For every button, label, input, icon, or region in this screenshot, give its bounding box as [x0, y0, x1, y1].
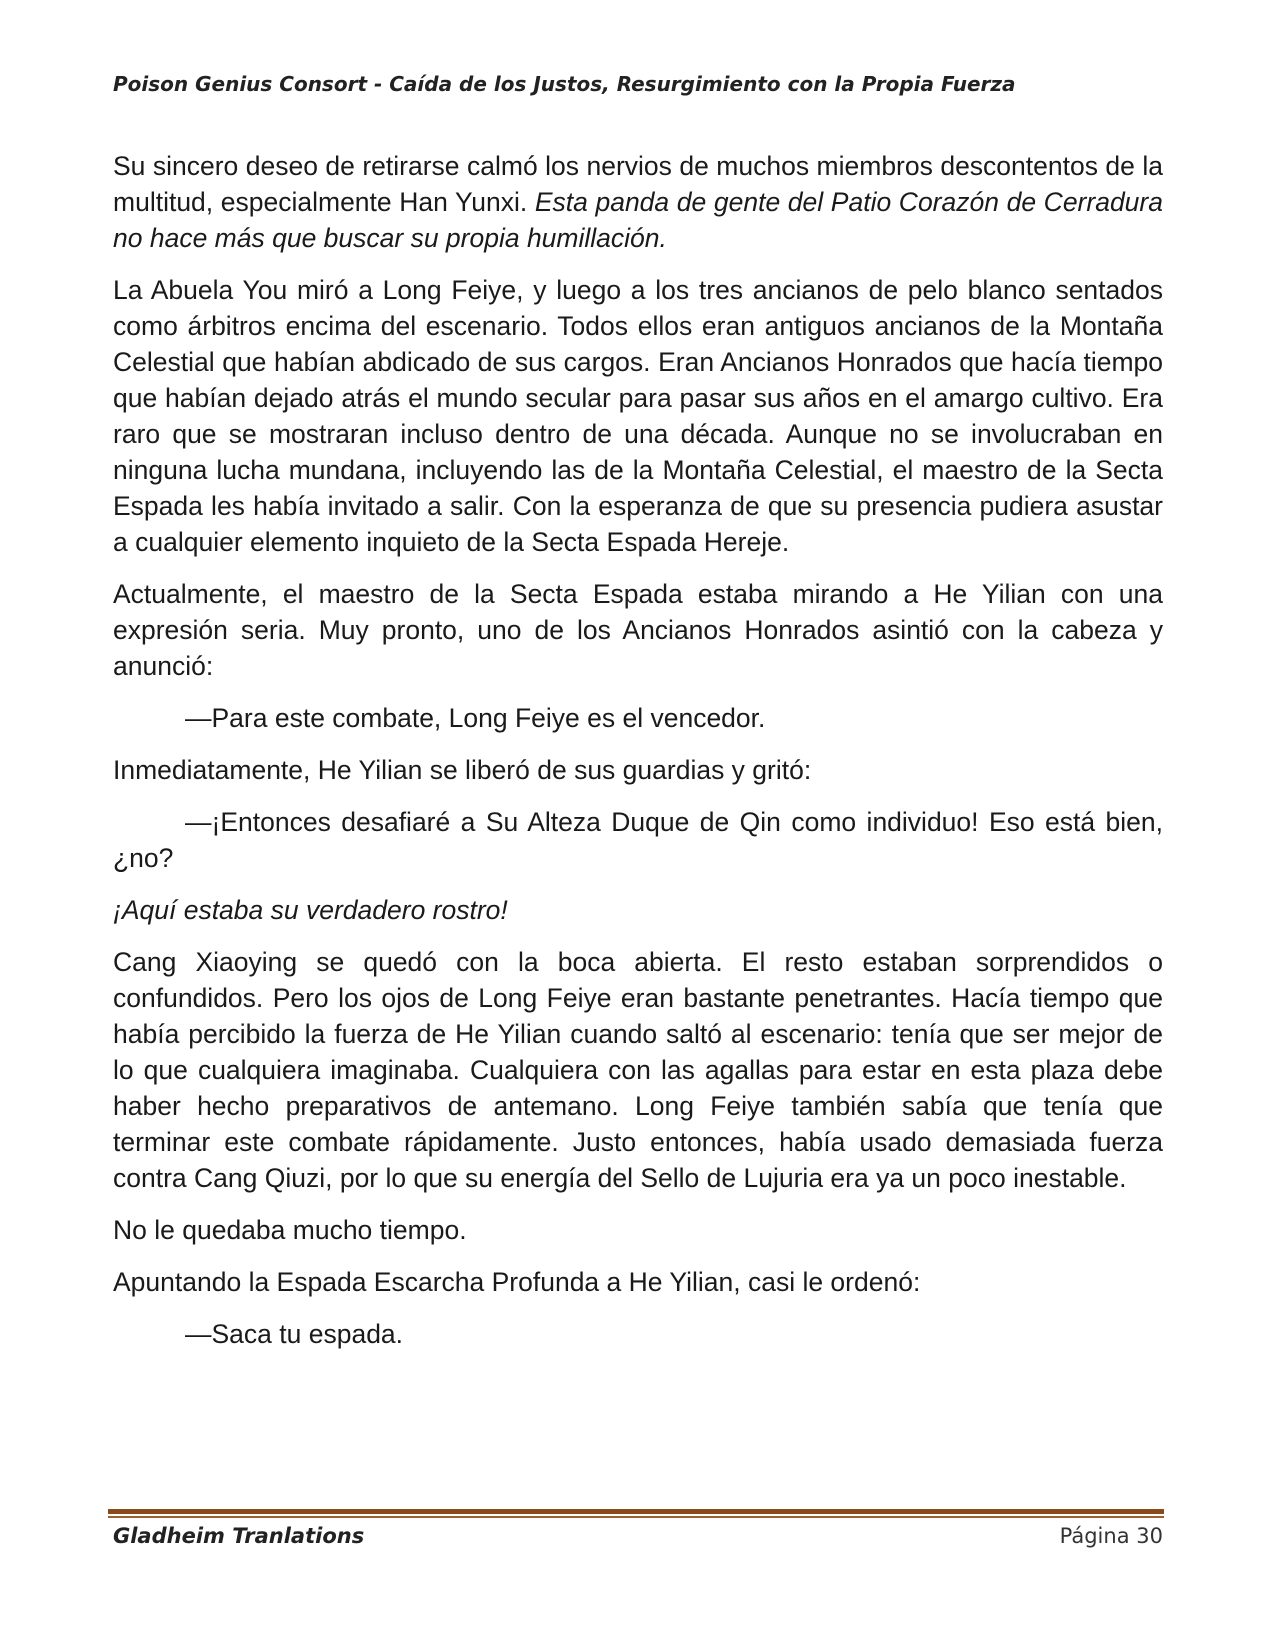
dialogue-line: —Para este combate, Long Feiye es el vencedor. [185, 703, 766, 733]
page-number-value: 30 [1136, 1524, 1163, 1548]
paragraph: Apuntando la Espada Escarcha Profunda a He Yilian, casi le ordenó: [113, 1267, 921, 1297]
running-header: Poison Genius Consort - Caída de los Justos, Resurgimiento con la Propia Fuerza [113, 72, 1016, 96]
dialogue-line: —Saca tu espada. [185, 1319, 404, 1349]
divider-thin-line [108, 1516, 1164, 1518]
dialogue-line: —¡Entonces desafiaré a Su Alteza Duque de Qin como individuo! Eso está bien, ¿no? [113, 807, 1163, 873]
paragraph-text: Su sincero deseo de retirarse calmó los nervios de muchos miembros descontentos de la multitud, especialmente Han Yunxi. [113, 151, 1163, 217]
paragraph: Inmediatamente, He Yilian se liberó de sus guardias y gritó: [113, 755, 812, 785]
paragraph: La Abuela You miró a Long Feiye, y luego a los tres ancianos de pelo blanco sentados como árbitros encima del escenario. Todos ellos eran antiguos ancianos de la Montaña Celestial que habían abdicado de sus cargos. Eran Ancianos Honrados que hacía tiempo que habían dejado atrás el mundo secular para pasar sus años en el amargo cultivo. Era raro que se mostraran incluso dentro de una década. Aunque no se involucraban en ninguna lucha mundana, incluyendo las de la Montaña Celestial, el maestro de la Secta Espada les había invitado a salir. Con la esperanza de que su presencia pudiera asustar a cualquier elemento inquieto de la Secta Espada Hereje. [113, 275, 1163, 557]
page-label: Página [1059, 1524, 1130, 1548]
paragraph [113, 148, 1163, 256]
page-number [1060, 1524, 1163, 1548]
italic-thought: ¡Aquí estaba su verdadero rostro! [113, 895, 508, 925]
footer-credit: Gladheim Tranlations [113, 1524, 365, 1548]
divider-thick-line [108, 1509, 1164, 1514]
italic-thought: Esta panda de gente del Patio Corazón de Cerradura no hace más que buscar su propia humillación. [113, 187, 1163, 253]
footer-divider [108, 1509, 1164, 1519]
paragraph: Actualmente, el maestro de la Secta Espada estaba mirando a He Yilian con una expresión seria. Muy pronto, uno de los Ancianos Honrados asintió con la cabeza y anunció: [113, 579, 1163, 681]
paragraph: Cang Xiaoying se quedó con la boca abierta. El resto estaban sorprendidos o confundidos. Pero los ojos de Long Feiye eran bastante penetrantes. Hacía tiempo que había percibido la fuerza de He Yilian cuando saltó al escenario: tenía que ser mejor de lo que cualquiera imaginaba. Cualquiera con las agallas para estar en esta plaza debe haber hecho preparativos de antemano. Long Feiye también sabía que tenía que terminar este combate rápidamente. Justo entonces, había usado demasiada fuerza contra Cang Qiuzi, por lo que su energía del Sello de Lujuria era ya un poco inestable. [113, 947, 1163, 1193]
paragraph: No le quedaba mucho tiempo. [113, 1215, 467, 1245]
body-text [113, 148, 1163, 1368]
